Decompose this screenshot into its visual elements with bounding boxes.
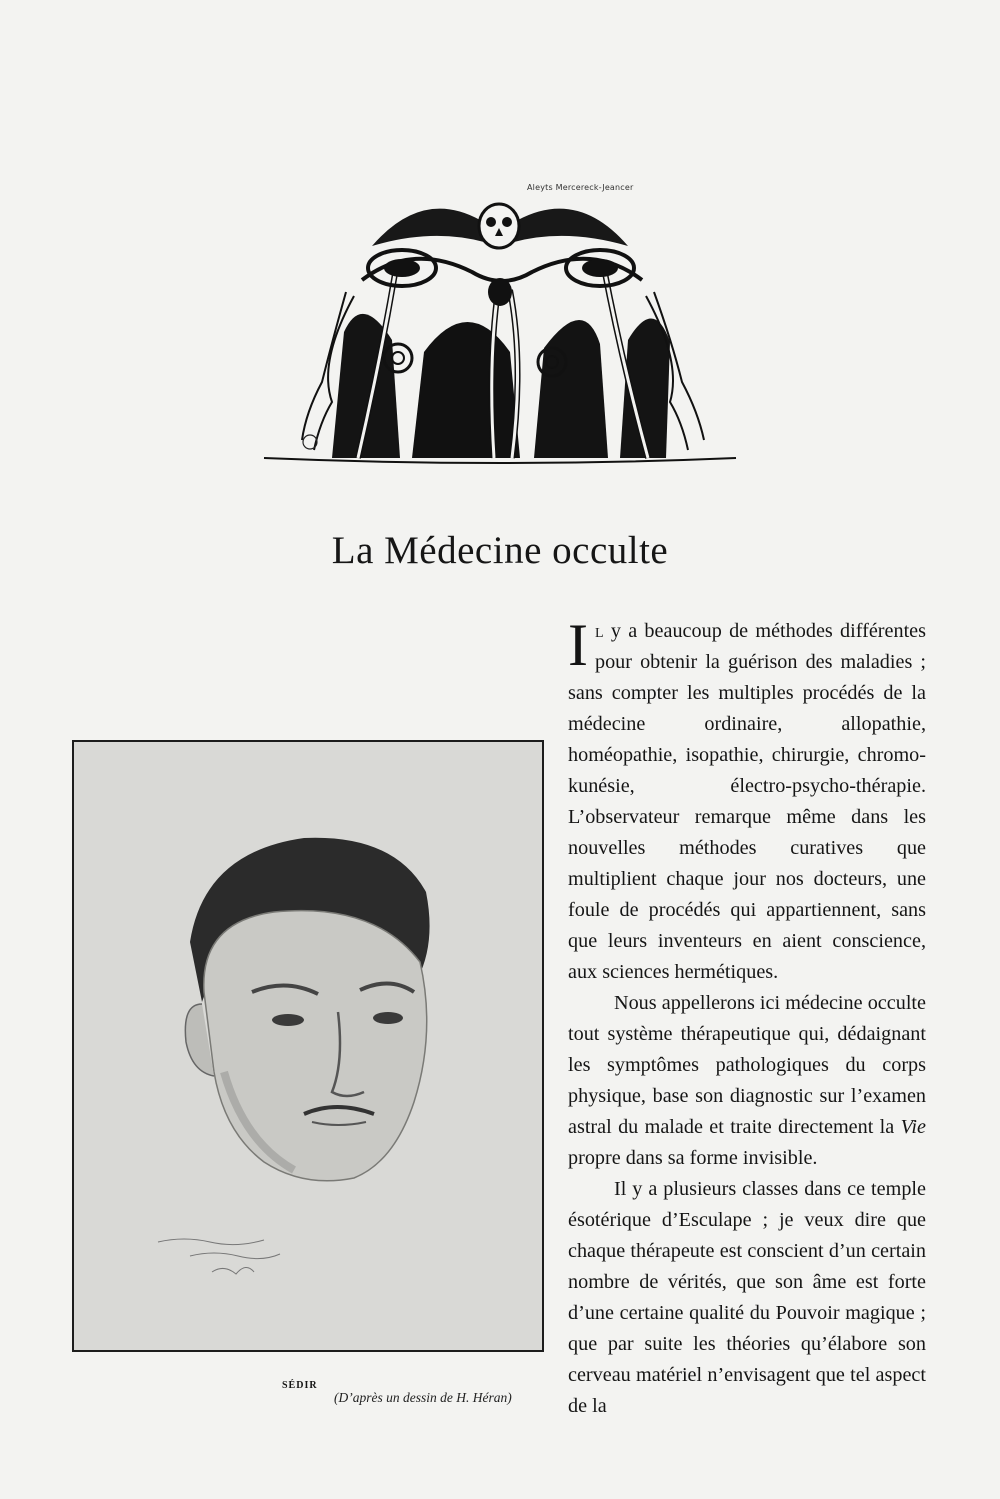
first-word-rest: l (594, 620, 604, 642)
article-body (46, 612, 926, 1417)
figure-text-wrap-space (46, 709, 568, 1499)
paragraph-3: Il y a plusieurs classes dans ce temple ésotérique d’Esculape ; je veux dire que chaque thérapeute est conscient d’un certain nombre de vérités, que son âme est forte d’une certaine qualité du Pouvoir magique ; que par suite les théories qu’élabore son cerveau matériel n’envisagent que tel aspect de la (568, 1178, 926, 1417)
article-title: La Médecine occulte (331, 529, 669, 572)
paragraph-2-text-a: Nous appellerons ici médecine occulte tout système thérapeutique qui, dédaignant les symptômes pathologiques du corps physique, base son diagnostic sur l’examen astral du malade et traite directement la (568, 992, 926, 1138)
paragraph-2-text-b: propre dans sa forme invisible. (568, 1147, 818, 1169)
paragraph-2-italic: Vie (900, 1116, 926, 1138)
drop-cap: I (568, 612, 588, 678)
decorative-headpiece-illustration (262, 172, 738, 468)
portrait-caption-name: SÉDIR (282, 1380, 318, 1391)
artist-signature: Aleyts Mercereck-Jeancer (527, 183, 634, 192)
paragraph-1-text: y a beaucoup de méthodes différentes pour obtenir la guérison des maladies ; sans compter les multiples procédés de la médecine ordinaire, allopathie, homéopathie, isopathie, chirurgie, chromo-kunésie, électro-psycho-thérapie. L’observateur remarque même dans les nouvelles méthodes curatives que multiplient chaque jour nos docteurs, une foule de procédés qui appartiennent, sans que leurs inventeurs en aient conscience, aux sciences hermétiques. (568, 620, 926, 983)
portrait-caption-credit: (D’après un dessin de H. Héran) (334, 1390, 512, 1405)
